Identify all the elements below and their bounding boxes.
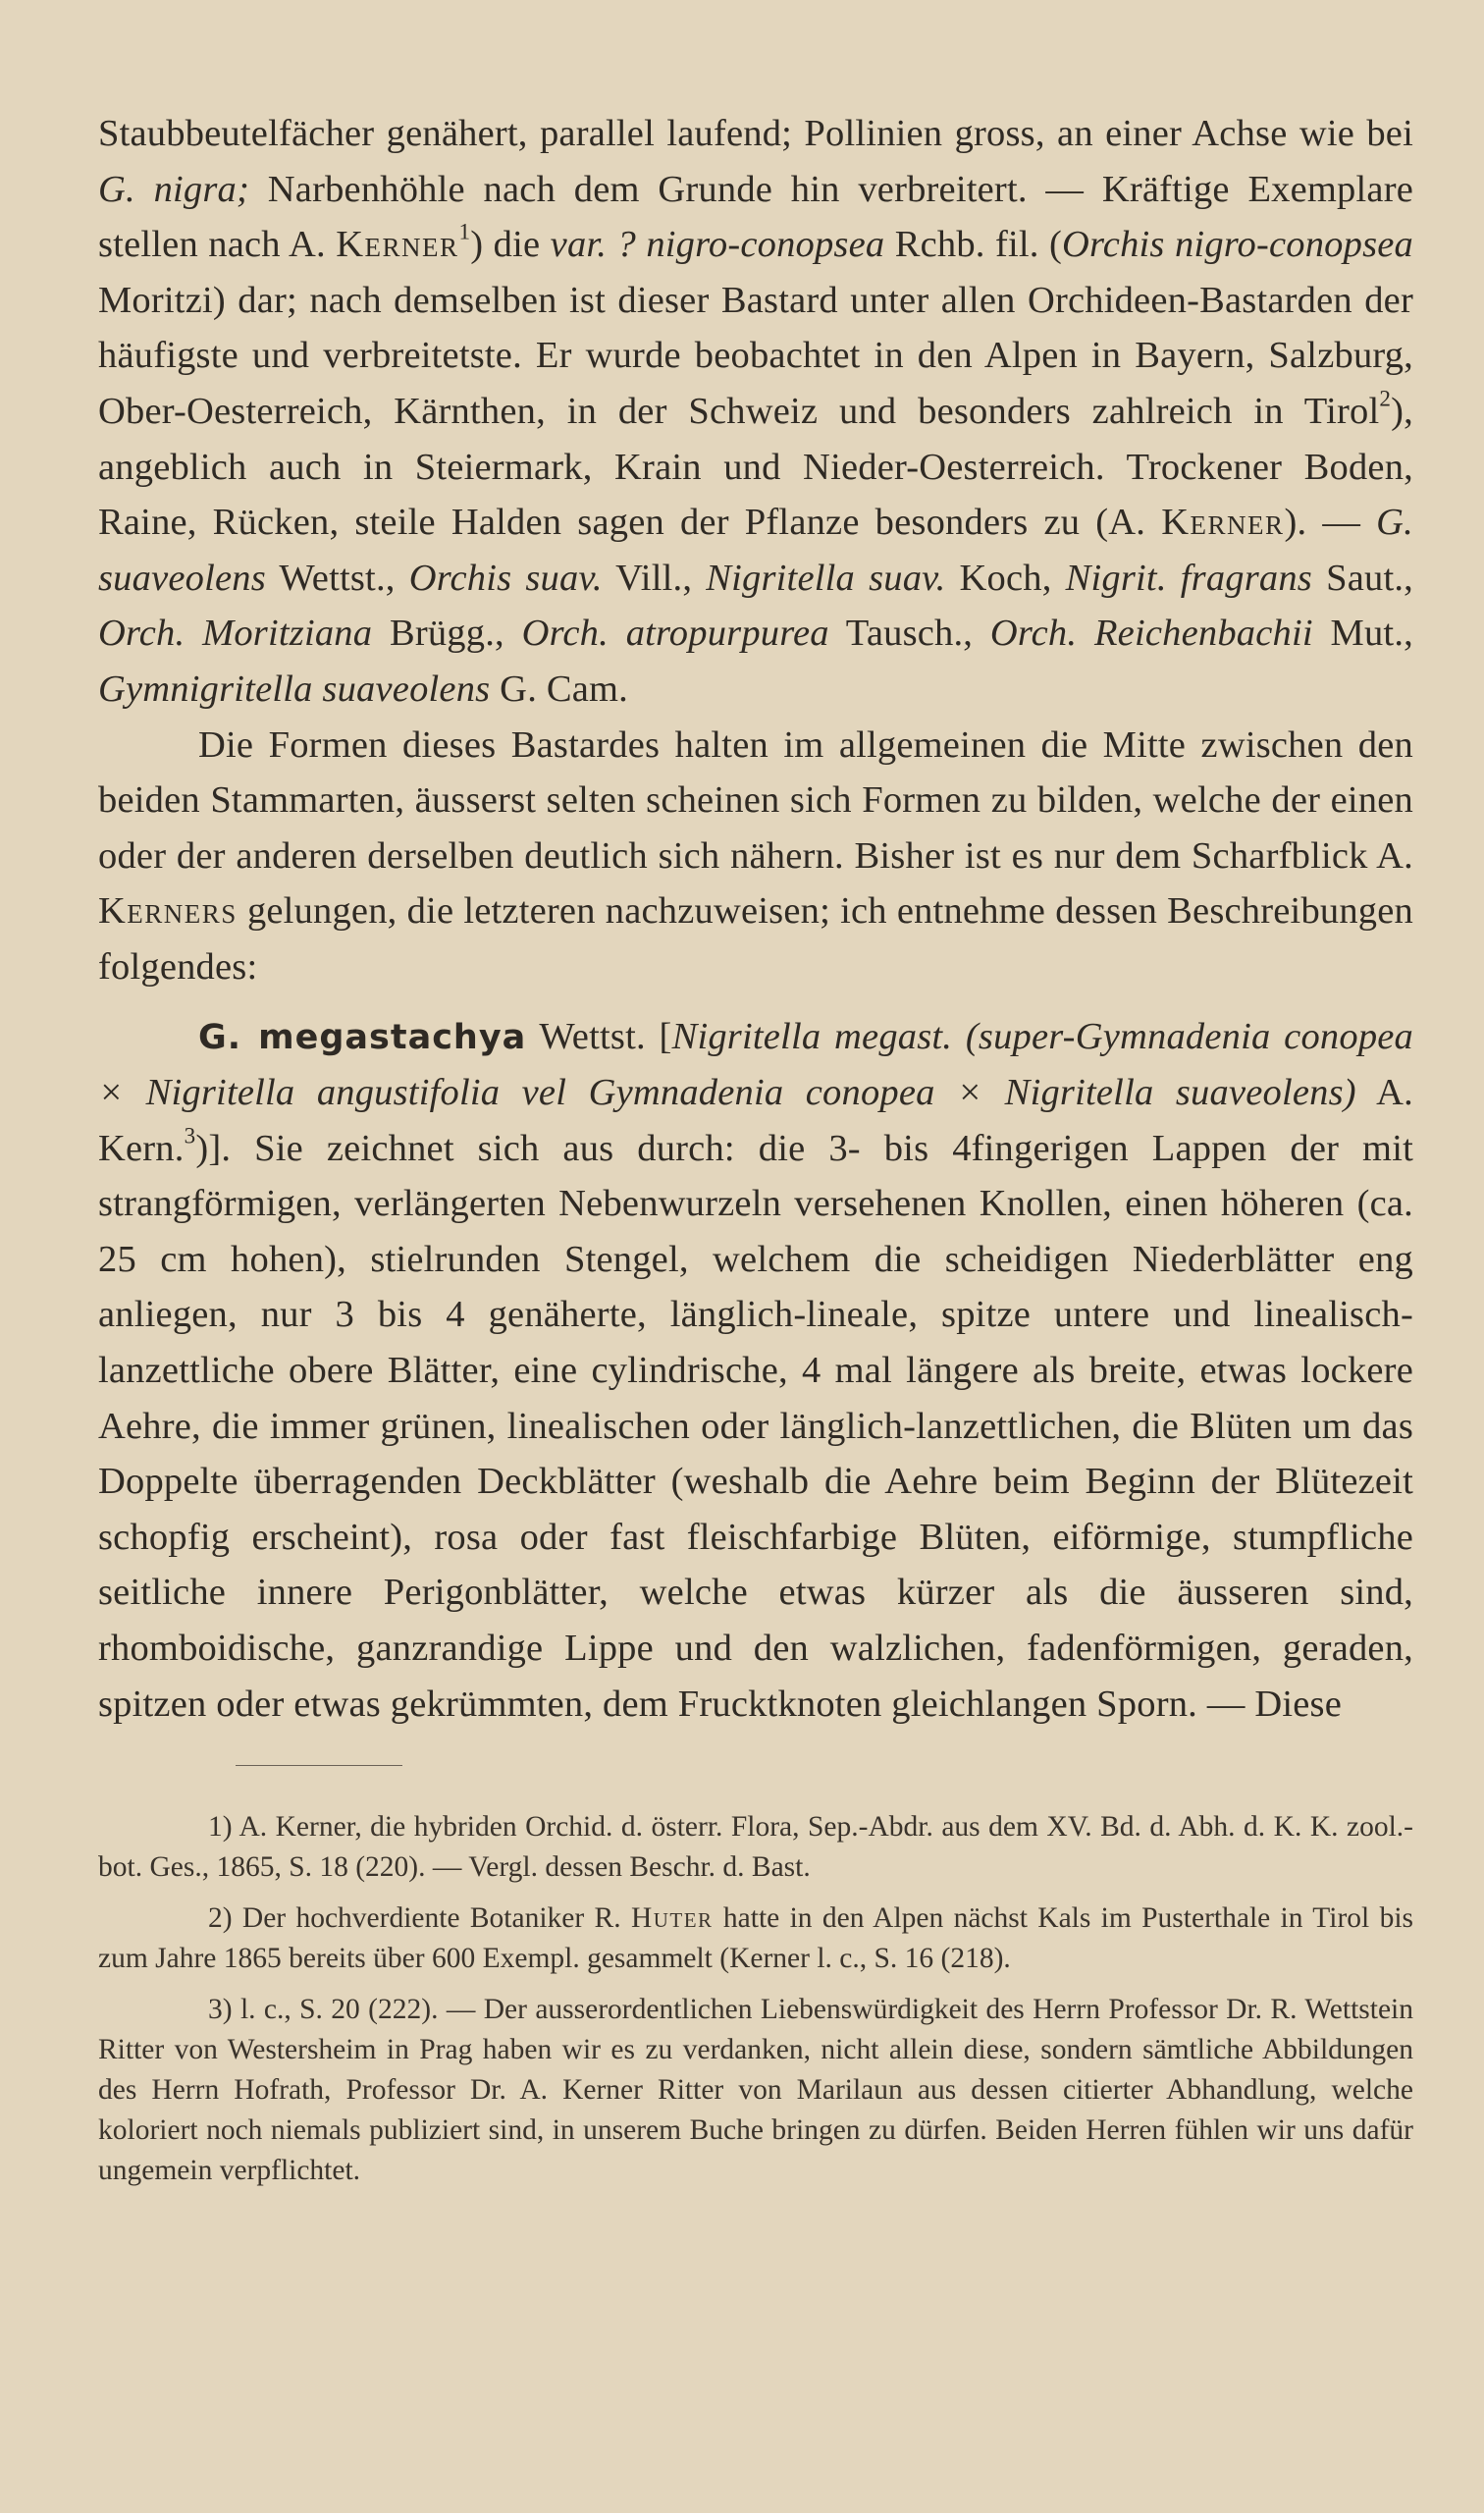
text-run: )]. Sie zeichnet sich aus durch: die 3- bis 4fingerigen Lappen der mit strangförmigen, verlängerten Nebenwurzeln versehenen Knollen, einen höheren (ca. 25 cm hohen), stielrunden Stengel, welchem die scheidigen Niederblätter eng anliegen, nur 3 bis 4 genäherte, länglich-lineale, spitze untere und linealisch-lanzettliche obere Blätter, eine cylindrische, 4 mal längere als breite, etwas lockere Aehre, die immer grünen, linealischen oder länglich-lanzettlichen, die Blüten um das Doppelte überragenden Deckblätter (weshalb die Aehre beim Beginn der Blütezeit schopfig erscheint), rosa oder fast fleischfarbige Blüten, eiförmige, stumpfliche seitliche innere Perigonblätter, welche etwas kürzer als die äusseren sind, rhomboidische, ganzrandige Lippe und den walzlichen, fadenförmigen, geraden, spitzen oder etwas gekrümmten, dem Frucktknoten gleichlangen Sporn. — Diese <box>98 1127 1413 1725</box>
italic-taxon: Orchis suav. <box>408 557 603 599</box>
text-run: Tausch., <box>828 613 990 655</box>
italic-taxon: Orch. Moritziana <box>98 613 373 655</box>
text-run: Wettst., <box>265 557 409 599</box>
text-run: Moritzi) dar; nach demselben ist dieser Bastard unter allen Orchideen-Bastarden der häufigste und verbreitetste. Er wurde beobachtet in den Alpen in Bayern, Salzburg, Ober-Oesterreich, Kärnthen, in der Schweiz und besonders zahlreich in Tirol <box>98 279 1413 432</box>
text-run: Rchb. fil. ( <box>884 224 1063 266</box>
italic-taxon: var. ? nigro-conopsea <box>550 224 885 266</box>
text-run: A. Kern. <box>98 1072 1413 1169</box>
italic-taxon: Nigritella suav. <box>706 557 946 599</box>
paragraph-2 <box>98 718 1413 995</box>
text-run: Mut., <box>1312 613 1413 655</box>
author-name: Kerners <box>98 890 238 933</box>
text-run: gelungen, die letzteren nachzuweisen; ich entnehme dessen Beschreibungen folgendes: <box>98 890 1413 988</box>
main-text <box>98 106 1413 1732</box>
species-heading: G. megastachya <box>198 1017 527 1057</box>
text-run: 2) Der hochverdiente Botaniker R. <box>208 1902 631 1935</box>
italic-taxon: Nigritella megast. (super-Gymnadenia conopea × Nigritella angustifolia vel Gymnadenia conopea × Nigritella suaveolens) <box>98 1015 1414 1114</box>
footnote-2 <box>98 1898 1413 1979</box>
italic-taxon: G. nigra; <box>98 168 250 210</box>
text-run: Brügg., <box>372 613 522 655</box>
text-run: Narbenhöhle nach dem Grunde hin verbreitert. — Kräftige Exemplare stellen nach A. <box>98 168 1414 266</box>
footnote-ref-1: 1 <box>458 218 471 244</box>
text-run: Staubbeutelfächer genähert, parallel laufend; Pollinien gross, an einer Achse wie bei <box>98 113 1413 154</box>
italic-taxon: Orch. atropurpurea <box>521 613 829 655</box>
author-name: Kerner <box>1161 502 1285 544</box>
text-run: Koch, <box>945 557 1066 599</box>
italic-taxon: Orch. Reichenbachii <box>989 613 1313 655</box>
italic-taxon: Orchis nigro-conopsea <box>1062 224 1414 266</box>
text-run: Wettst. [ <box>526 1015 672 1057</box>
italic-taxon: Nigrit. fragrans <box>1065 557 1312 599</box>
footnotes <box>98 1807 1413 2191</box>
footnote-ref-3: 3 <box>184 1122 196 1149</box>
text-run: hatte in den Alpen nächst Kals im Pusterthale in Tirol bis zum Jahre 1865 bereits über 600 Exempl. gesammelt (Kerner l. c., S. 16 (218). <box>98 1902 1414 1975</box>
paragraph-3 <box>98 1009 1413 1733</box>
italic-taxon: G. suaveolens <box>98 502 1413 599</box>
text-run: Saut., <box>1312 557 1413 599</box>
paragraph-1 <box>98 106 1413 718</box>
footnote-3: 3) l. c., S. 20 (222). — Der ausserordentlichen Liebenswürdigkeit des Herrn Professor Dr. R. Wettstein Ritter von Westersheim in Prag haben wir es zu verdanken, nicht allein diese, sondern sämtliche Abbildungen des Herrn Hofrath, Professor Dr. A. Kerner Ritter von Marilaun aus dessen citierter Abhandlung, welche koloriert noch niemals publiziert sind, in unserem Buche bringen zu dürfen. Beiden Herren fühlen wir uns dafür ungemein verpflichtet. <box>98 1994 1413 2187</box>
footnote-1: 1) A. Kerner, die hybriden Orchid. d. österr. Flora, Sep.-Abdr. aus dem XV. Bd. d. Abh. d. K. K. zool.-bot. Ges., 1865, S. 18 (220). — Vergl. dessen Beschr. d. Bast. <box>98 1811 1413 1884</box>
author-name: Kerner <box>336 224 459 266</box>
text-run: ), angeblich auch in Steiermark, Krain und Nieder-Oesterreich. Trockener Boden, Raine, Rücken, steile Halden sagen der Pflanze besonders zu (A. <box>98 390 1413 544</box>
footnote-ref-2: 2 <box>1379 385 1392 411</box>
text-run: Vill., <box>602 557 707 599</box>
text-run: Die Formen dieses Bastardes halten im allgemeinen die Mitte zwischen den beiden Stammarten, äusserst selten scheinen sich Formen zu bilden, welche der einen oder der anderen derselben deutlich sich nähern. Bisher ist es nur dem Scharfblick A. <box>98 723 1413 877</box>
author-name: Huter <box>630 1902 714 1935</box>
italic-taxon: Gymnigritella suaveolens <box>98 668 491 710</box>
text-run: G. Cam. <box>490 668 628 710</box>
text-run: ) die <box>470 224 551 266</box>
text-run: ). — <box>1284 502 1377 544</box>
footnote-divider <box>236 1765 402 1766</box>
